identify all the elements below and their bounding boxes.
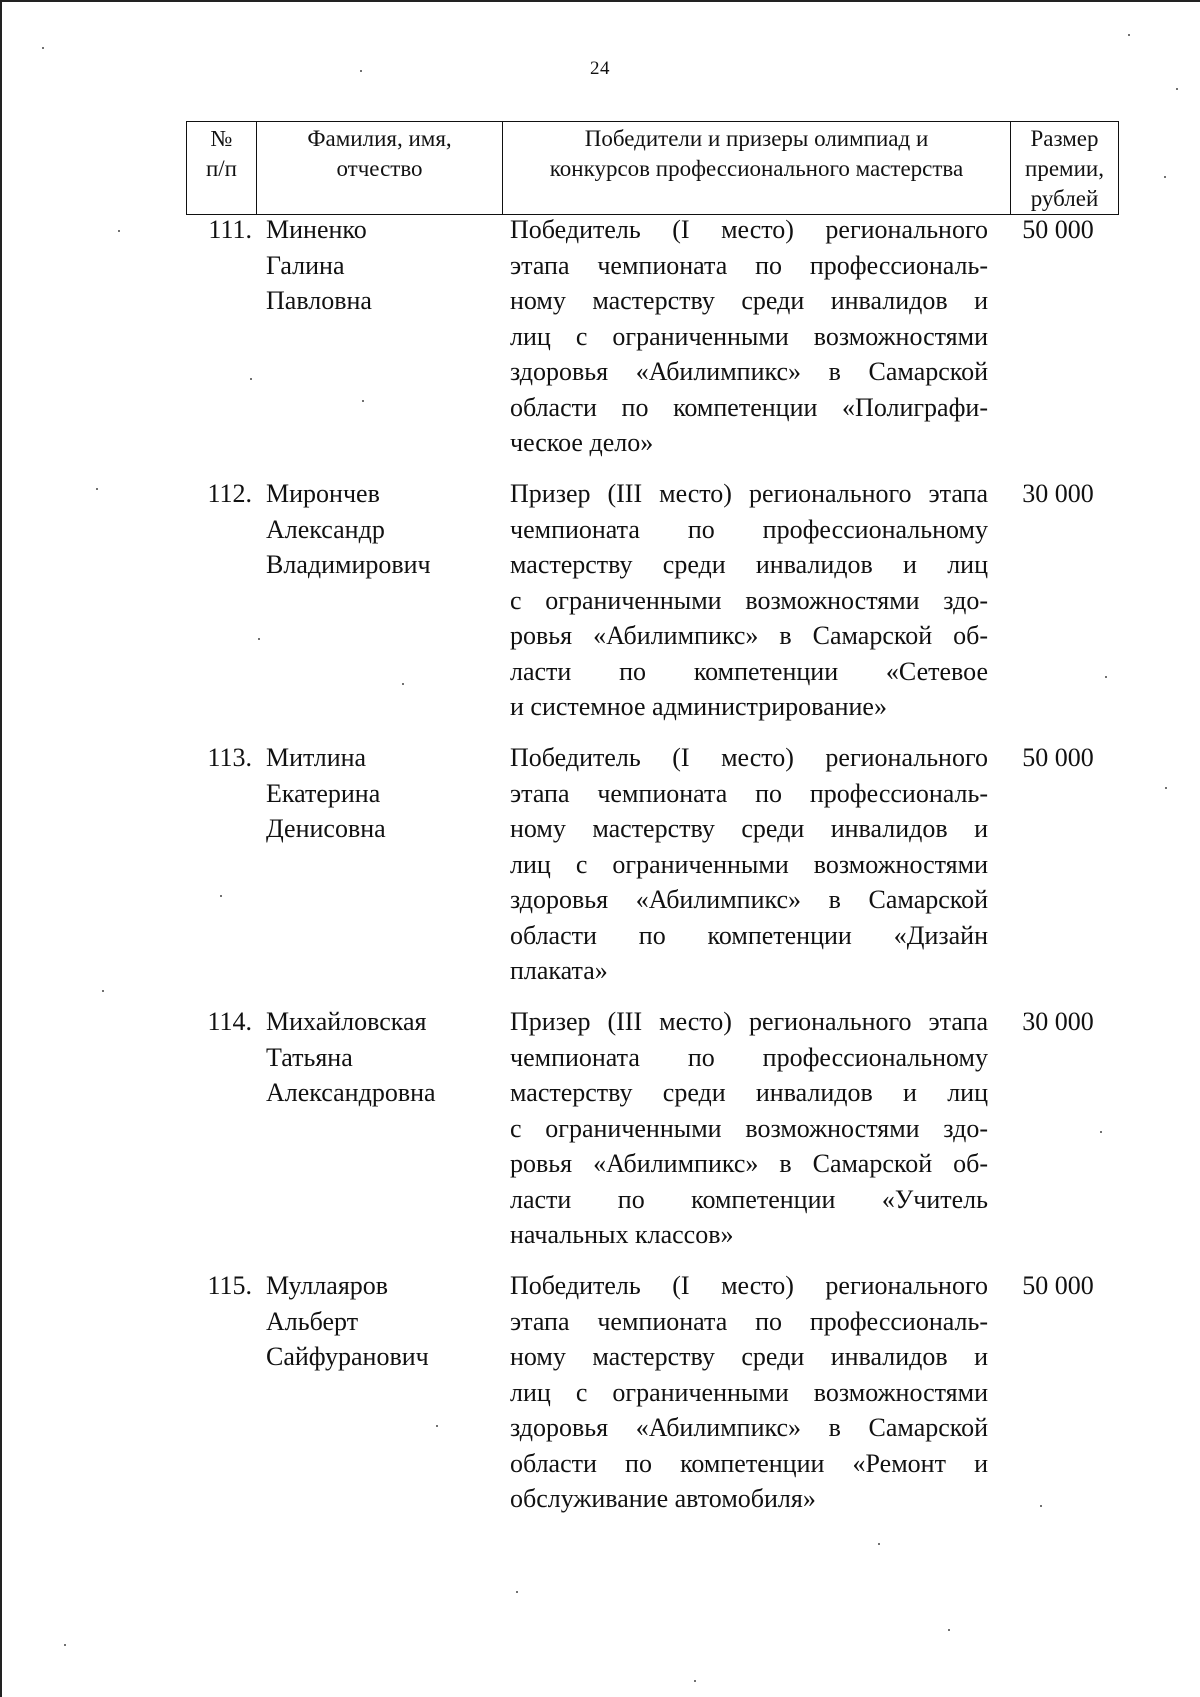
- description-line: Призер (III место) регионального этапа: [510, 479, 988, 508]
- description-line: обслуживание автомобиля»: [510, 1484, 816, 1513]
- row-description: [510, 212, 988, 461]
- scan-speck: [360, 70, 362, 72]
- scan-speck: [1040, 1505, 1042, 1507]
- row-number: 115.: [207, 1271, 252, 1300]
- description-line: плаката»: [510, 956, 608, 985]
- header-description-line: Победители и призеры олимпиад и: [584, 126, 929, 151]
- scan-speck: [118, 230, 120, 232]
- description-line: ровья «Абилимпикс» в Самарской об-: [510, 621, 988, 650]
- scan-speck: [948, 1629, 950, 1631]
- description-line: ласти по компетенции «Учитель: [510, 1184, 988, 1214]
- header-prize-line: премии,: [1025, 156, 1104, 181]
- description-line: мастерству среди инвалидов и лиц: [510, 550, 988, 579]
- scan-speck: [1105, 676, 1107, 678]
- scan-speck: [402, 683, 404, 685]
- table-header: [186, 121, 1119, 215]
- row-number: 112.: [207, 479, 252, 508]
- row-description: [510, 1004, 988, 1253]
- scan-speck: [1128, 34, 1130, 36]
- scan-speck: [694, 1680, 696, 1682]
- description-line: с ограниченными возможностями здо-: [510, 1113, 988, 1143]
- scan-speck: [1165, 787, 1167, 789]
- description-line: здоровья «Абилимпикс» в Самарской: [510, 1413, 988, 1442]
- row-description: [510, 476, 988, 725]
- header-name-line: Фамилия, имя,: [307, 126, 452, 151]
- name-line: Владимирович: [266, 550, 431, 579]
- name-line: Миненко: [266, 215, 367, 244]
- scan-edge-top: [0, 0, 1200, 2]
- scan-speck: [258, 638, 260, 640]
- description-line: Победитель (I место) регионального: [510, 1271, 988, 1300]
- row-description: [510, 1268, 988, 1517]
- row-prize: 30 000: [1022, 1007, 1094, 1036]
- scan-speck: [102, 990, 104, 992]
- scan-speck: [220, 895, 222, 897]
- header-num-line: п/п: [205, 156, 237, 181]
- description-line: ному мастерству среди инвалидов и: [510, 1342, 988, 1371]
- header-name-cell: [257, 122, 503, 215]
- description-line: чемпионата по профессиональному: [510, 514, 988, 544]
- header-num-cell: [187, 122, 257, 215]
- table-body: [186, 212, 1118, 1532]
- scan-speck: [516, 1591, 518, 1593]
- name-line: Мирончев: [266, 479, 380, 508]
- description-line: Победитель (I место) регионального: [510, 215, 988, 244]
- header-prize-cell: [1011, 122, 1119, 215]
- name-line: Александр: [266, 514, 385, 544]
- description-line: этапа чемпионата по профессиональ-: [510, 778, 988, 808]
- scan-speck: [250, 378, 252, 380]
- description-line: этапа чемпионата по профессиональ-: [510, 250, 988, 280]
- description-line: мастерству среди инвалидов и лиц: [510, 1078, 988, 1107]
- description-line: лиц с ограниченными возможностями: [510, 321, 988, 351]
- description-line: Призер (III место) регионального этапа: [510, 1007, 988, 1036]
- description-line: и системное администрирование»: [510, 692, 887, 721]
- description-line: здоровья «Абилимпикс» в Самарской: [510, 357, 988, 386]
- name-line: Сайфуранович: [266, 1342, 429, 1371]
- row-number: 114.: [207, 1007, 252, 1036]
- scan-speck: [42, 47, 44, 49]
- scan-speck: [96, 488, 98, 490]
- scan-speck: [1164, 176, 1166, 178]
- description-line: ровья «Абилимпикс» в Самарской об-: [510, 1149, 988, 1178]
- description-line: начальных классов»: [510, 1220, 734, 1249]
- header-description-line: конкурсов профессионального мастерства: [549, 156, 964, 181]
- table-row: [186, 1004, 1118, 1268]
- page-number: 24: [590, 58, 610, 79]
- table-row: [186, 476, 1118, 740]
- row-prize: 30 000: [1022, 479, 1094, 508]
- scan-speck: [362, 400, 364, 402]
- header-description-cell: [503, 122, 1011, 215]
- row-name: [266, 212, 496, 319]
- header-num-line: №: [210, 126, 233, 151]
- table-row: [186, 212, 1118, 476]
- scan-speck: [436, 1425, 438, 1427]
- name-line: Муллаяров: [266, 1271, 389, 1300]
- scan-edge-left: [0, 0, 2, 1697]
- description-line: области по компетенции «Полиграфи-: [510, 392, 988, 422]
- description-line: лиц с ограниченными возможностями: [510, 1377, 988, 1407]
- name-line: Альберт: [266, 1306, 359, 1336]
- description-line: с ограниченными возможностями здо-: [510, 585, 988, 615]
- description-line: ческое дело»: [510, 428, 654, 457]
- header-prize-line: Размер: [1030, 126, 1099, 151]
- description-line: этапа чемпионата по профессиональ-: [510, 1306, 988, 1336]
- description-line: здоровья «Абилимпикс» в Самарской: [510, 885, 988, 914]
- name-line: Павловна: [266, 286, 372, 315]
- description-line: области по компетенции «Ремонт и: [510, 1448, 988, 1478]
- description-line: лиц с ограниченными возможностями: [510, 849, 988, 879]
- row-name: [266, 740, 496, 847]
- row-description: [510, 740, 988, 989]
- description-line: Победитель (I место) регионального: [510, 743, 988, 772]
- name-line: Митлина: [266, 743, 367, 772]
- name-line: Галина: [266, 250, 345, 280]
- scan-speck: [1176, 88, 1178, 90]
- table-row: [186, 740, 1118, 1004]
- scan-speck: [878, 1543, 880, 1545]
- description-line: ласти по компетенции «Сетевое: [510, 656, 988, 686]
- description-line: области по компетенции «Дизайн: [510, 920, 988, 950]
- row-name: [266, 1004, 496, 1111]
- description-line: чемпионата по профессиональному: [510, 1042, 988, 1072]
- row-prize: 50 000: [1022, 743, 1094, 772]
- name-line: Денисовна: [266, 814, 386, 843]
- name-line: Екатерина: [266, 778, 381, 808]
- name-line: Александровна: [266, 1078, 436, 1107]
- row-prize: 50 000: [1022, 1271, 1094, 1300]
- table-row: [186, 1268, 1118, 1532]
- name-line: Михайловская: [266, 1007, 427, 1036]
- description-line: ному мастерству среди инвалидов и: [510, 814, 988, 843]
- header-name-line: отчество: [336, 156, 423, 181]
- header-prize-line: рублей: [1030, 186, 1099, 211]
- name-line: Татьяна: [266, 1042, 353, 1072]
- row-prize: 50 000: [1022, 215, 1094, 244]
- row-number: 113.: [207, 743, 252, 772]
- description-line: ному мастерству среди инвалидов и: [510, 286, 988, 315]
- row-number: 111.: [208, 215, 252, 244]
- row-name: [266, 1268, 496, 1375]
- scan-speck: [64, 1644, 66, 1646]
- row-name: [266, 476, 496, 583]
- scan-speck: [1100, 1131, 1102, 1133]
